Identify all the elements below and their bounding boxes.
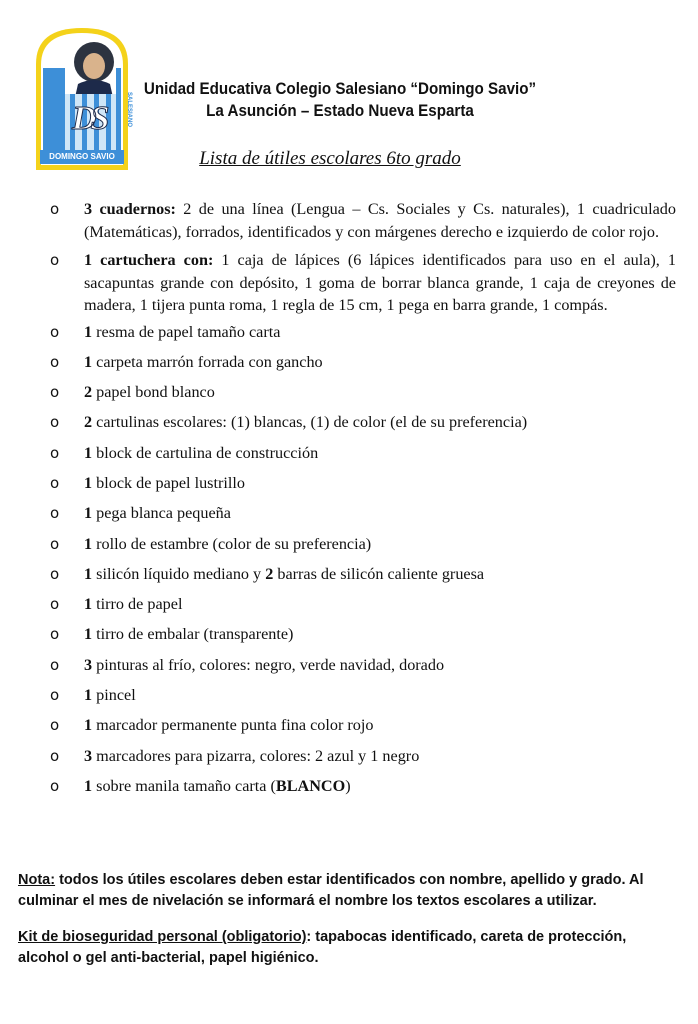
bullet-icon: o bbox=[50, 383, 60, 402]
list-item bbox=[36, 684, 676, 714]
item-text: pincel bbox=[92, 686, 136, 705]
bullet-icon: o bbox=[50, 716, 60, 735]
item-quantity: 1 bbox=[84, 504, 93, 523]
item-quantity: 1 bbox=[84, 322, 93, 341]
list-item bbox=[36, 502, 676, 532]
item-quantity: 3 bbox=[84, 746, 93, 765]
item-text: tirro de papel bbox=[92, 595, 183, 614]
list-item bbox=[36, 533, 676, 563]
item-text: papel bond blanco bbox=[92, 383, 215, 402]
biosecurity-kit-paragraph bbox=[18, 927, 658, 969]
bullet-icon: o bbox=[50, 352, 60, 371]
bullet-icon: o bbox=[50, 625, 60, 644]
bullet-icon: o bbox=[50, 413, 60, 432]
logo-side-text: SALESIANO bbox=[126, 92, 132, 128]
list-item bbox=[36, 654, 676, 684]
note-paragraph bbox=[18, 870, 658, 912]
item-text-cont: ) bbox=[345, 776, 351, 795]
item-text: sobre manila tamaño carta ( bbox=[92, 776, 276, 795]
logo-bottom-text: DOMINGO SAVIO bbox=[49, 152, 115, 161]
item-quantity: 1 bbox=[84, 595, 93, 614]
item-quantity: 1 bbox=[84, 686, 93, 705]
item-quantity: 1 bbox=[84, 534, 93, 553]
item-text: block de papel lustrillo bbox=[92, 473, 245, 492]
kit-text: : tapabocas identificado, careta de protección, alcohol o gel anti-bacterial, papel higiénico. bbox=[18, 929, 627, 966]
item-quantity: 2 bbox=[84, 383, 93, 402]
item-quantity: 1 bbox=[84, 473, 93, 492]
bullet-icon: o bbox=[50, 746, 60, 765]
list-item bbox=[36, 442, 676, 472]
item-text: marcadores para pizarra, colores: 2 azul y 1 negro bbox=[92, 746, 420, 765]
list-item bbox=[36, 381, 676, 411]
document-title: Lista de útiles escolares 6to grado bbox=[199, 148, 461, 169]
item-text-cont: barras de silicón caliente gruesa bbox=[273, 564, 485, 583]
item-text: rollo de estambre (color de su preferencia) bbox=[92, 534, 372, 553]
logo-monogram: DS bbox=[72, 100, 104, 137]
item-quantity: 2 bbox=[84, 413, 93, 432]
item-quantity: 3 cuadernos: bbox=[84, 200, 176, 218]
item-text: tirro de embalar (transparente) bbox=[92, 625, 294, 644]
bullet-icon: o bbox=[50, 776, 60, 795]
bullet-icon: o bbox=[50, 504, 60, 523]
bullet-icon: o bbox=[50, 564, 60, 583]
bullet-icon: o bbox=[50, 322, 60, 341]
bullet-icon: o bbox=[50, 251, 60, 269]
item-text: 2 de una línea (Lengua – Cs. Sociales y Cs. naturales), 1 cuadriculado (Matemáticas), forrados, identificados y con márgenes derecho e izquierdo de color rojo. bbox=[84, 200, 676, 241]
list-item bbox=[36, 411, 676, 441]
item-text: pega blanca pequeña bbox=[92, 504, 231, 523]
list-item bbox=[36, 623, 676, 653]
item-text: pinturas al frío, colores: negro, verde navidad, dorado bbox=[92, 655, 445, 674]
bullet-icon: o bbox=[50, 534, 60, 553]
list-item bbox=[36, 563, 676, 593]
item-quantity: 1 bbox=[84, 352, 93, 371]
note-label: Nota: bbox=[18, 872, 56, 888]
item-quantity: 1 bbox=[84, 776, 93, 795]
bullet-icon: o bbox=[50, 655, 60, 674]
school-location: La Asunción – Estado Nueva Esparta bbox=[206, 102, 474, 120]
item-emphasis: 2 bbox=[265, 564, 274, 583]
item-quantity: 1 bbox=[84, 564, 93, 583]
list-item bbox=[36, 321, 676, 351]
supplies-list bbox=[36, 198, 676, 805]
item-quantity: 1 bbox=[84, 625, 93, 644]
item-text: silicón líquido mediano y bbox=[92, 564, 266, 583]
bullet-icon: o bbox=[50, 686, 60, 705]
list-item bbox=[36, 714, 676, 744]
bullet-icon: o bbox=[50, 473, 60, 492]
note-text: todos los útiles escolares deben estar identificados con nombre, apellido y grado. Al culminar el mes de nivelación se informará el nombre los textos escolares a utilizar. bbox=[18, 872, 644, 909]
item-text: 1 caja de lápices (6 lápices identificados para uso en el aula), 1 sacapuntas grande con depósito, 1 goma de borrar blanca grande, 1 caja de creyones de madera, 1 tijera punta roma, 1 regla de 15 cm, 1 pega en barra grande, 1 compás. bbox=[84, 251, 676, 314]
item-quantity: 1 bbox=[84, 716, 93, 735]
list-item bbox=[36, 198, 676, 243]
list-item bbox=[36, 351, 676, 381]
item-text: resma de papel tamaño carta bbox=[92, 322, 281, 341]
bullet-icon: o bbox=[50, 443, 60, 462]
list-item bbox=[36, 472, 676, 502]
item-text: block de cartulina de construcción bbox=[92, 443, 319, 462]
bullet-icon: o bbox=[50, 200, 60, 218]
kit-label: Kit de bioseguridad personal (obligatorio) bbox=[18, 929, 307, 945]
school-logo bbox=[30, 24, 134, 172]
bullet-icon: o bbox=[50, 595, 60, 614]
item-emphasis: BLANCO bbox=[275, 776, 346, 795]
list-item bbox=[36, 593, 676, 623]
list-item bbox=[36, 775, 676, 805]
item-text: carpeta marrón forrada con gancho bbox=[92, 352, 323, 371]
item-quantity: 1 cartuchera con: bbox=[84, 251, 214, 269]
list-item bbox=[36, 745, 676, 775]
item-text: cartulinas escolares: (1) blancas, (1) de color (el de su preferencia) bbox=[92, 413, 528, 432]
item-quantity: 3 bbox=[84, 655, 93, 674]
item-text: marcador permanente punta fina color rojo bbox=[92, 716, 374, 735]
school-name: Unidad Educativa Colegio Salesiano “Domingo Savio” bbox=[143, 80, 537, 98]
item-quantity: 1 bbox=[84, 443, 93, 462]
list-item bbox=[36, 249, 676, 317]
school-header bbox=[138, 78, 543, 122]
